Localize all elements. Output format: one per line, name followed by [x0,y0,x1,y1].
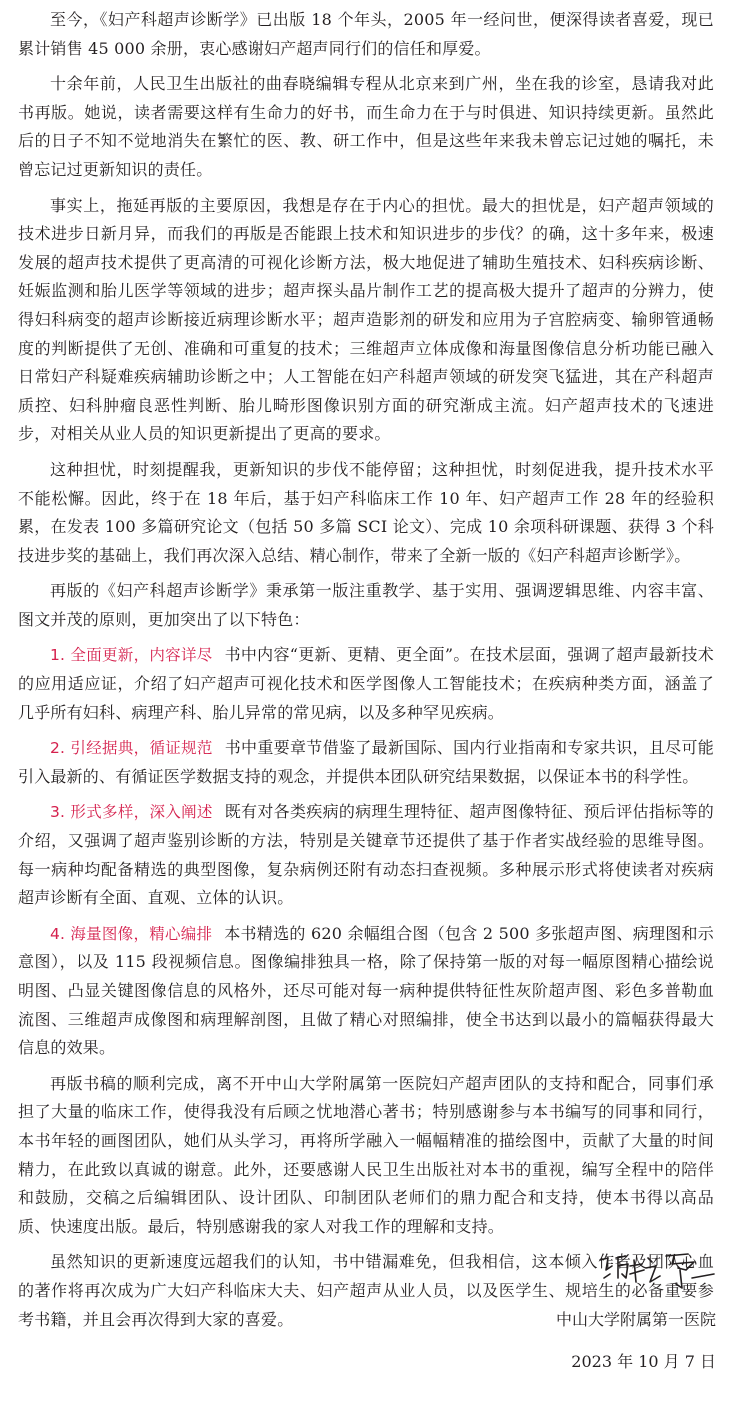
paragraph-editor-request: 十余年前，人民卫生出版社的曲春晓编辑专程从北京来到广州，坐在我的诊室，恳请我对此书再版。她说，读者需要这样有生命力的好书，而生命力在于与时俱进、知识持续更新。虽然此后的日子不知不觉地消失在繁忙的医、教、研工作中，但是这些年来我未曾忘记过她的嘱托，未曾忘记过更新知识的责任。 [18,74,714,179]
feature-text: 书中内容“更新、更精、更全面”。在技术层面，强调了超声最新技术的应用适应证，介绍了妇产超声可视化技术和医学图像人工智能技术；在疾病种类方面，涵盖了几乎所有妇科、病理产科、胎儿异常的常见病，以及多种罕见疾病。 [18,645,714,722]
feature-title: 4. 海量图像，精心编排 [50,924,213,943]
feature-item [18,734,714,791]
signature-affiliation: 中山大学附属第一医院 [556,1310,717,1329]
handwritten-signature [596,1248,718,1296]
paragraph-technology-progress: 事实上，拖延再版的主要原因，我想是存在于内心的担忧。最大的担忧是，妇产超声领域的技术进步日新月异，而我们的再版是否能跟上技术和知识进步的步伐？的确，这十多年来，极速发展的超声技术提供了更高清的可视化诊断方法，极大地促进了辅助生殖技术、妇科疾病诊断、妊娠监测和胎儿医学等领域的进步；超声探头晶片制作工艺的提高极大提升了超声的分辨力，使得妇科病变的超声诊断接近病理诊断水平；超声造影剂的研发和应用为子宫腔病变、输卵管通畅度的判断提供了无创、准确和可重复的技术；三维超声立体成像和海量图像信息分析功能已融入日常妇产科疑难疾病辅助诊断之中；人工智能在妇产科超声领域的研发突飞猛进，其在产科超声质控、妇科肿瘤良恶性判断、胎儿畸形图像识别方面的研究渐成主流。妇产超声技术的飞速进步，对相关从业人员的知识更新提出了更高的要求。 [18,195,714,444]
feature-item [18,920,714,1063]
paragraph-acknowledgements: 再版书稿的顺利完成，离不开中山大学附属第一医院妇产超声团队的支持和配合，同事们承担了大量的临床工作，使得我没有后顾之忧地潜心著书；特别感谢参与本书编写的同事和同行，本书年轻的画图团队，她们从头学习，再将所学融入一幅幅精准的描绘图中，贡献了大量的时间精力，在此致以真诚的谢意。此外，还要感谢人民卫生出版社对本书的重视，编写全程中的陪伴和鼓励，交稿之后编辑团队、设计团队、印制团队老师们的鼎力配合和支持，使本书得以高品质、快速度出版。最后，特别感谢我的家人对我工作的理解和支持。 [18,1073,714,1236]
paragraph-new-edition: 这种担忧，时刻提醒我，更新知识的步伐不能停留；这种担忧，时刻促进我，提升技术水平不能松懈。因此，终于在 18 年后，基于妇产科临床工作 10 年、妇产超声工作 28 年的经验积累，在发表 100 多篇研究论文（包括 50 多篇 SCI 论文）、完成 10 余项科研课题、获得 3 个科技进步奖的基础上，我们再次深入总结、精心制作，带来了全新一版的《妇产科超声诊断学》。 [18,459,714,565]
paragraph-conclusion: 虽然知识的更新速度远超我们的认知，书中错漏难免，但我相信，这本倾入作者及团队心血的著作将再次成为广大妇产科临床大夫、妇产超声从业人员，以及医学生、规培生的必备重要参考书籍，并且会再次得到大家的喜爱。 [18,1252,714,1329]
feature-text: 书中重要章节借鉴了最新国际、国内行业指南和专家共识，且尽可能引入最新的、有循证医学数据支持的观念，并提供本团队研究结果数据，以保证本书的科学性。 [18,738,714,786]
signature-date: 2023 年 10 月 7 日 [571,1352,716,1371]
feature-title: 2. 引经据典，循证规范 [50,739,213,758]
feature-text: 既有对各类疾病的病理生理特征、超声图像特征、预后评估指标等的介绍，又强调了超声鉴别诊断的方法，特别是关键章节还提供了基于作者实战经验的思维导图。每一病种均配备精选的典型图像，复杂病例还附有动态扫查视频。多种展示形式将使读者对疾病超声诊断有全面、直观、立体的认识。 [18,802,714,908]
paragraph-features-intro: 再版的《妇产科超声诊断学》秉承第一版注重教学、基于实用、强调逻辑思维、内容丰富、图文并茂的原则，更加突出了以下特色： [18,581,714,629]
feature-title: 1. 全面更新，内容详尽 [50,646,213,665]
preface-body [18,6,717,1341]
feature-text: 本书精选的 620 余幅组合图（包含 2 500 多张超声图、病理图和示意图），以及 115 段视频信息。图像编排独具一格，除了保持第一版的对每一幅原图精心描绘说明图、凸显关键图像信息的风格外，还尽可能对每一病种提供特征性灰阶超声图、彩色多普勒血流图、三维超声成像图和病理解剖图，且做了精心对照编排，使全书达到以最小的篇幅获得最大信息的效果。 [18,923,715,1058]
feature-title: 3. 形式多样，深入阐述 [50,803,213,822]
feature-item [18,798,714,912]
feature-item [18,641,714,727]
paragraph-publication-history: 至今，《妇产科超声诊断学》已出版 18 个年头，2005 年一经问世，便深得读者喜爱，现已累计销售 45 000 余册，衷心感谢妇产超声同行们的信任和厚爱。 [18,10,714,58]
